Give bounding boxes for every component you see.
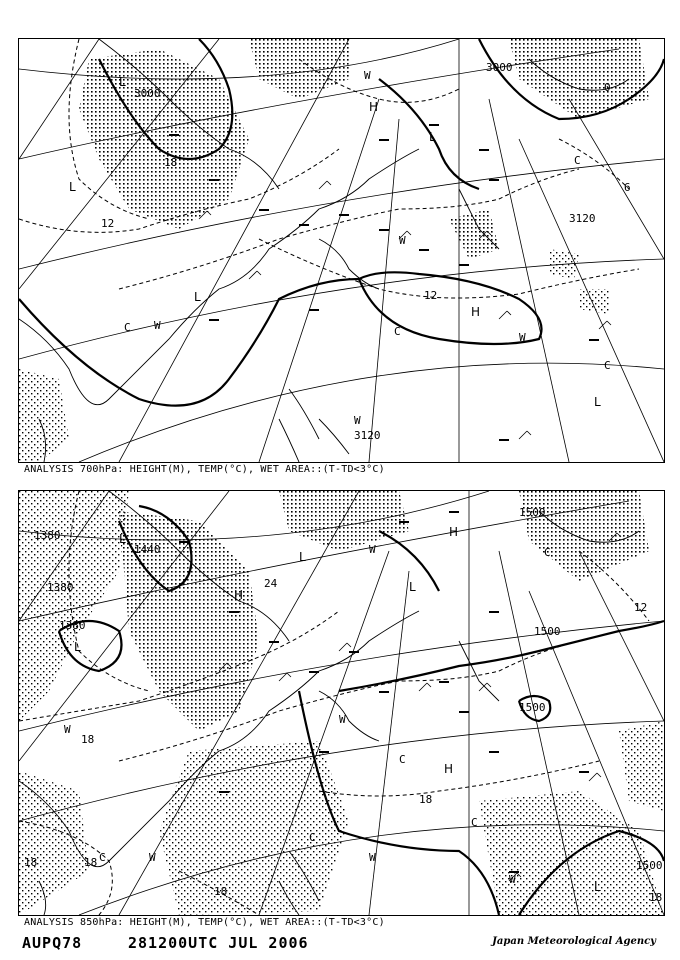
temp-label: 18 bbox=[81, 733, 95, 746]
height-label: 1380 bbox=[34, 529, 61, 542]
temp-label: 18 bbox=[214, 885, 228, 898]
high-pressure-center-icon: H bbox=[471, 305, 481, 319]
warm-center-marker: W bbox=[154, 319, 161, 332]
low-pressure-center-icon: L bbox=[69, 180, 76, 194]
low-pressure-center-icon: L bbox=[119, 75, 126, 89]
caption-700hpa: ANALYSIS 700hPa: HEIGHT(M), TEMP(°C), WET AREA::(T-TD<3°C) bbox=[24, 464, 385, 475]
warm-center-marker: W bbox=[519, 331, 526, 344]
cold-center-marker: C bbox=[399, 753, 406, 766]
temp-label: 6 bbox=[624, 181, 631, 194]
chart-id: AUPQ78 bbox=[22, 934, 83, 952]
wet-areas bbox=[19, 491, 664, 915]
temp-label: 12 bbox=[101, 217, 115, 230]
temp-label: 12 bbox=[634, 601, 648, 614]
high-pressure-center-icon: H bbox=[449, 525, 459, 539]
height-label: 1500 bbox=[519, 506, 546, 519]
warm-center-marker: W bbox=[369, 543, 376, 556]
temp-label: 18 bbox=[84, 856, 98, 869]
warm-center-marker: W bbox=[354, 414, 361, 427]
low-pressure-center-icon: L bbox=[299, 550, 306, 564]
height-label: 3120 bbox=[569, 212, 596, 225]
height-label: 3000 bbox=[134, 87, 161, 100]
map-panel-700hpa bbox=[18, 38, 665, 463]
warm-center-marker: W bbox=[399, 234, 406, 247]
low-pressure-center-icon: L bbox=[119, 532, 126, 546]
cold-center-marker: C bbox=[309, 831, 316, 844]
cold-center-marker: C bbox=[604, 359, 611, 372]
height-label: 1380 bbox=[47, 581, 74, 594]
wet-areas bbox=[19, 39, 649, 462]
temp-label: 12 bbox=[424, 289, 438, 302]
temp-label: 18 bbox=[24, 856, 38, 869]
low-pressure-center-icon: L bbox=[74, 640, 81, 654]
temp-label: 0 bbox=[604, 81, 611, 94]
map-panel-850hpa bbox=[18, 490, 665, 916]
valid-time: 281200UTC JUL 2006 bbox=[128, 934, 309, 952]
cold-center-marker: C bbox=[99, 851, 106, 864]
cold-center-marker: C bbox=[471, 816, 478, 829]
height-label: 1500 bbox=[636, 859, 663, 872]
cold-center-marker: C bbox=[574, 154, 581, 167]
temp-label: 18 bbox=[164, 156, 178, 169]
low-pressure-center-icon: L bbox=[409, 580, 416, 594]
warm-center-marker: W bbox=[149, 851, 156, 864]
low-pressure-center-icon: L bbox=[429, 130, 436, 144]
cold-center-marker: C bbox=[124, 321, 131, 334]
temp-label: 18 bbox=[649, 891, 663, 904]
agency-name: Japan Meteorological Agency bbox=[492, 936, 656, 947]
cold-center-marker: C bbox=[394, 325, 401, 338]
cold-center-marker: C bbox=[544, 546, 551, 559]
high-pressure-center-icon: H bbox=[234, 588, 244, 602]
caption-850hpa: ANALYSIS 850hPa: HEIGHT(M), TEMP(°C), WET AREA::(T-TD<3°C) bbox=[24, 917, 385, 928]
map-700hpa bbox=[19, 39, 664, 462]
high-pressure-center-icon: H bbox=[444, 762, 454, 776]
low-pressure-center-icon: L bbox=[594, 395, 601, 409]
high-pressure-center-icon: H bbox=[369, 100, 379, 114]
height-label: 3000 bbox=[486, 61, 513, 74]
height-label: 3120 bbox=[354, 429, 381, 442]
height-label: 1500 bbox=[534, 625, 561, 638]
height-label: 1500 bbox=[519, 701, 546, 714]
temp-label: 24 bbox=[264, 577, 278, 590]
map-850hpa bbox=[19, 491, 664, 915]
warm-center-marker: W bbox=[369, 851, 376, 864]
warm-center-marker: W bbox=[509, 873, 516, 886]
height-label: 1440 bbox=[134, 543, 161, 556]
height-label: 1380 bbox=[59, 619, 86, 632]
warm-center-marker: W bbox=[64, 723, 71, 736]
warm-center-marker: W bbox=[364, 69, 371, 82]
warm-center-marker: W bbox=[339, 713, 346, 726]
temp-label: 18 bbox=[419, 793, 433, 806]
low-pressure-center-icon: L bbox=[194, 290, 201, 304]
low-pressure-center-icon: L bbox=[594, 880, 601, 894]
